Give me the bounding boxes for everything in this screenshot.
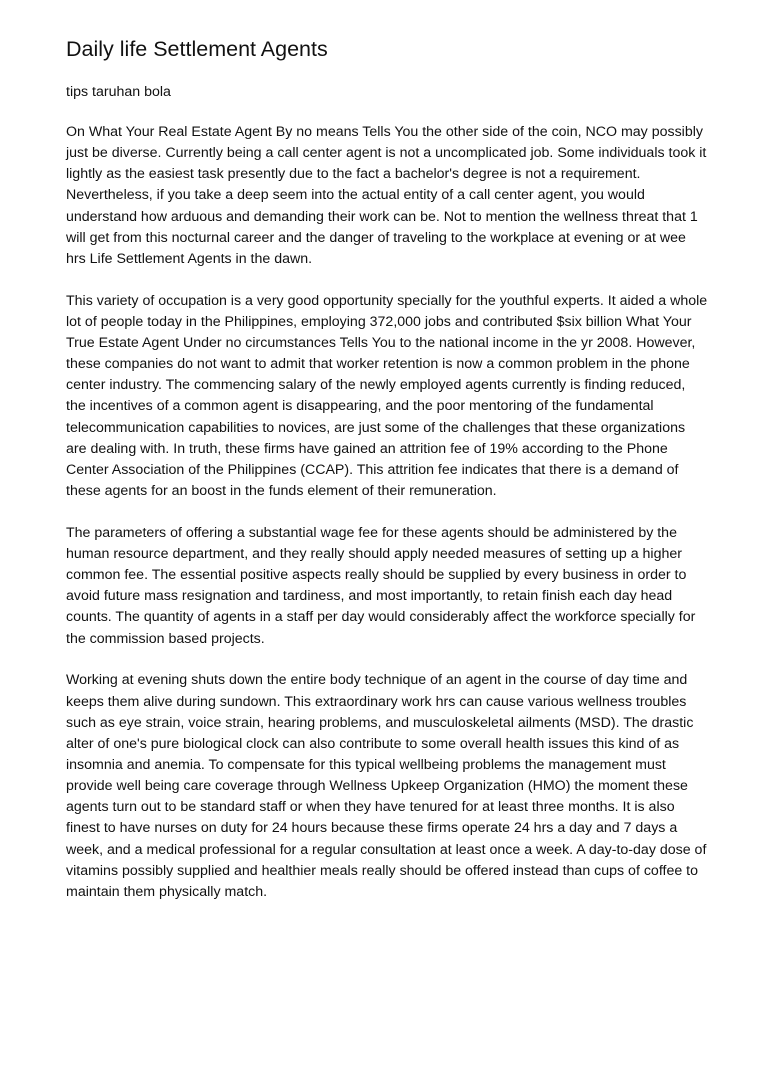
page-title: Daily life Settlement Agents <box>66 37 328 61</box>
page-subtitle: tips taruhan bola <box>66 84 171 100</box>
paragraph-2: This variety of occupation is a very good opportunity specially for the youthful experts. It aided a whole lot of people today in the Philippines, employing 372,000 jobs and contributed $six billion What Your True Estate Agent Under no circumstances Tells You to the national income in the yr 2008. However, these companies do not want to admit that worker retention is now a common problem in the phone center industry. The commencing salary of the newly employed agents currently is finding reduced, the incentives of a common agent is disappearing, and the poor mentoring of the fundamental telecommunication capabilities to novices, are just some of the challenges that these organizations are dealing with. In truth, these firms have gained an attrition fee of 19% according to the Phone Center Association of the Philippines (CCAP). This attrition fee indicates that there is a demand of these agents for an boost in the funds element of their remuneration. <box>66 292 708 500</box>
paragraph-4: Working at evening shuts down the entire body technique of an agent in the course of day time and keeps them alive during sundown. This extraordinary work hrs can cause various wellness troubles such as eye strain, voice strain, hearing problems, and musculoskeletal ailments (MSD). The drastic alter of one's pure biological clock can also contribute to some overall health issues this kind of as insomnia and anemia. To compensate for this typical wellbeing problems the management must provide well being care coverage through Wellness Upkeep Organization (HMO) the moment these agents turn out to be standard staff or when they have tenured for at least three months. It is also finest to have nurses on duty for 24 hours because these firms operate 24 hrs a day and 7 days a week, and a medical professional for a regular consultation at least once a week. A day-to-day dose of vitamins possibly supplied and healthier meals really should be offered instead than cups of coffee to maintain them physically match. <box>66 672 707 900</box>
paragraph-1: On What Your Real Estate Agent By no means Tells You the other side of the coin, NCO may possibly just be diverse. Currently being a call center agent is not a uncomplicated job. Some individuals took it lightly as the easiest task presently due to the fact a bachelor's degree is not a requirement. Nevertheless, if you take a deep seem into the actual entity of a call center agent, you would understand how arduous and demanding their work can be. Not to mention the wellness threat that 1 will get from this nocturnal career and the danger of traveling to the workplace at evening or at wee hrs Life Settlement Agents in the dawn. <box>66 124 707 267</box>
paragraph-3: The parameters of offering a substantial wage fee for these agents should be administered by the human resource department, and they really should apply needed measures of setting up a higher common fee. The essential positive aspects really should be supplied by every business in order to avoid future mass resignation and tardiness, and most importantly, to retain finish each day head counts. The quantity of agents in a staff per day would considerably affect the workforce specially for the commission based projects. <box>66 524 696 647</box>
